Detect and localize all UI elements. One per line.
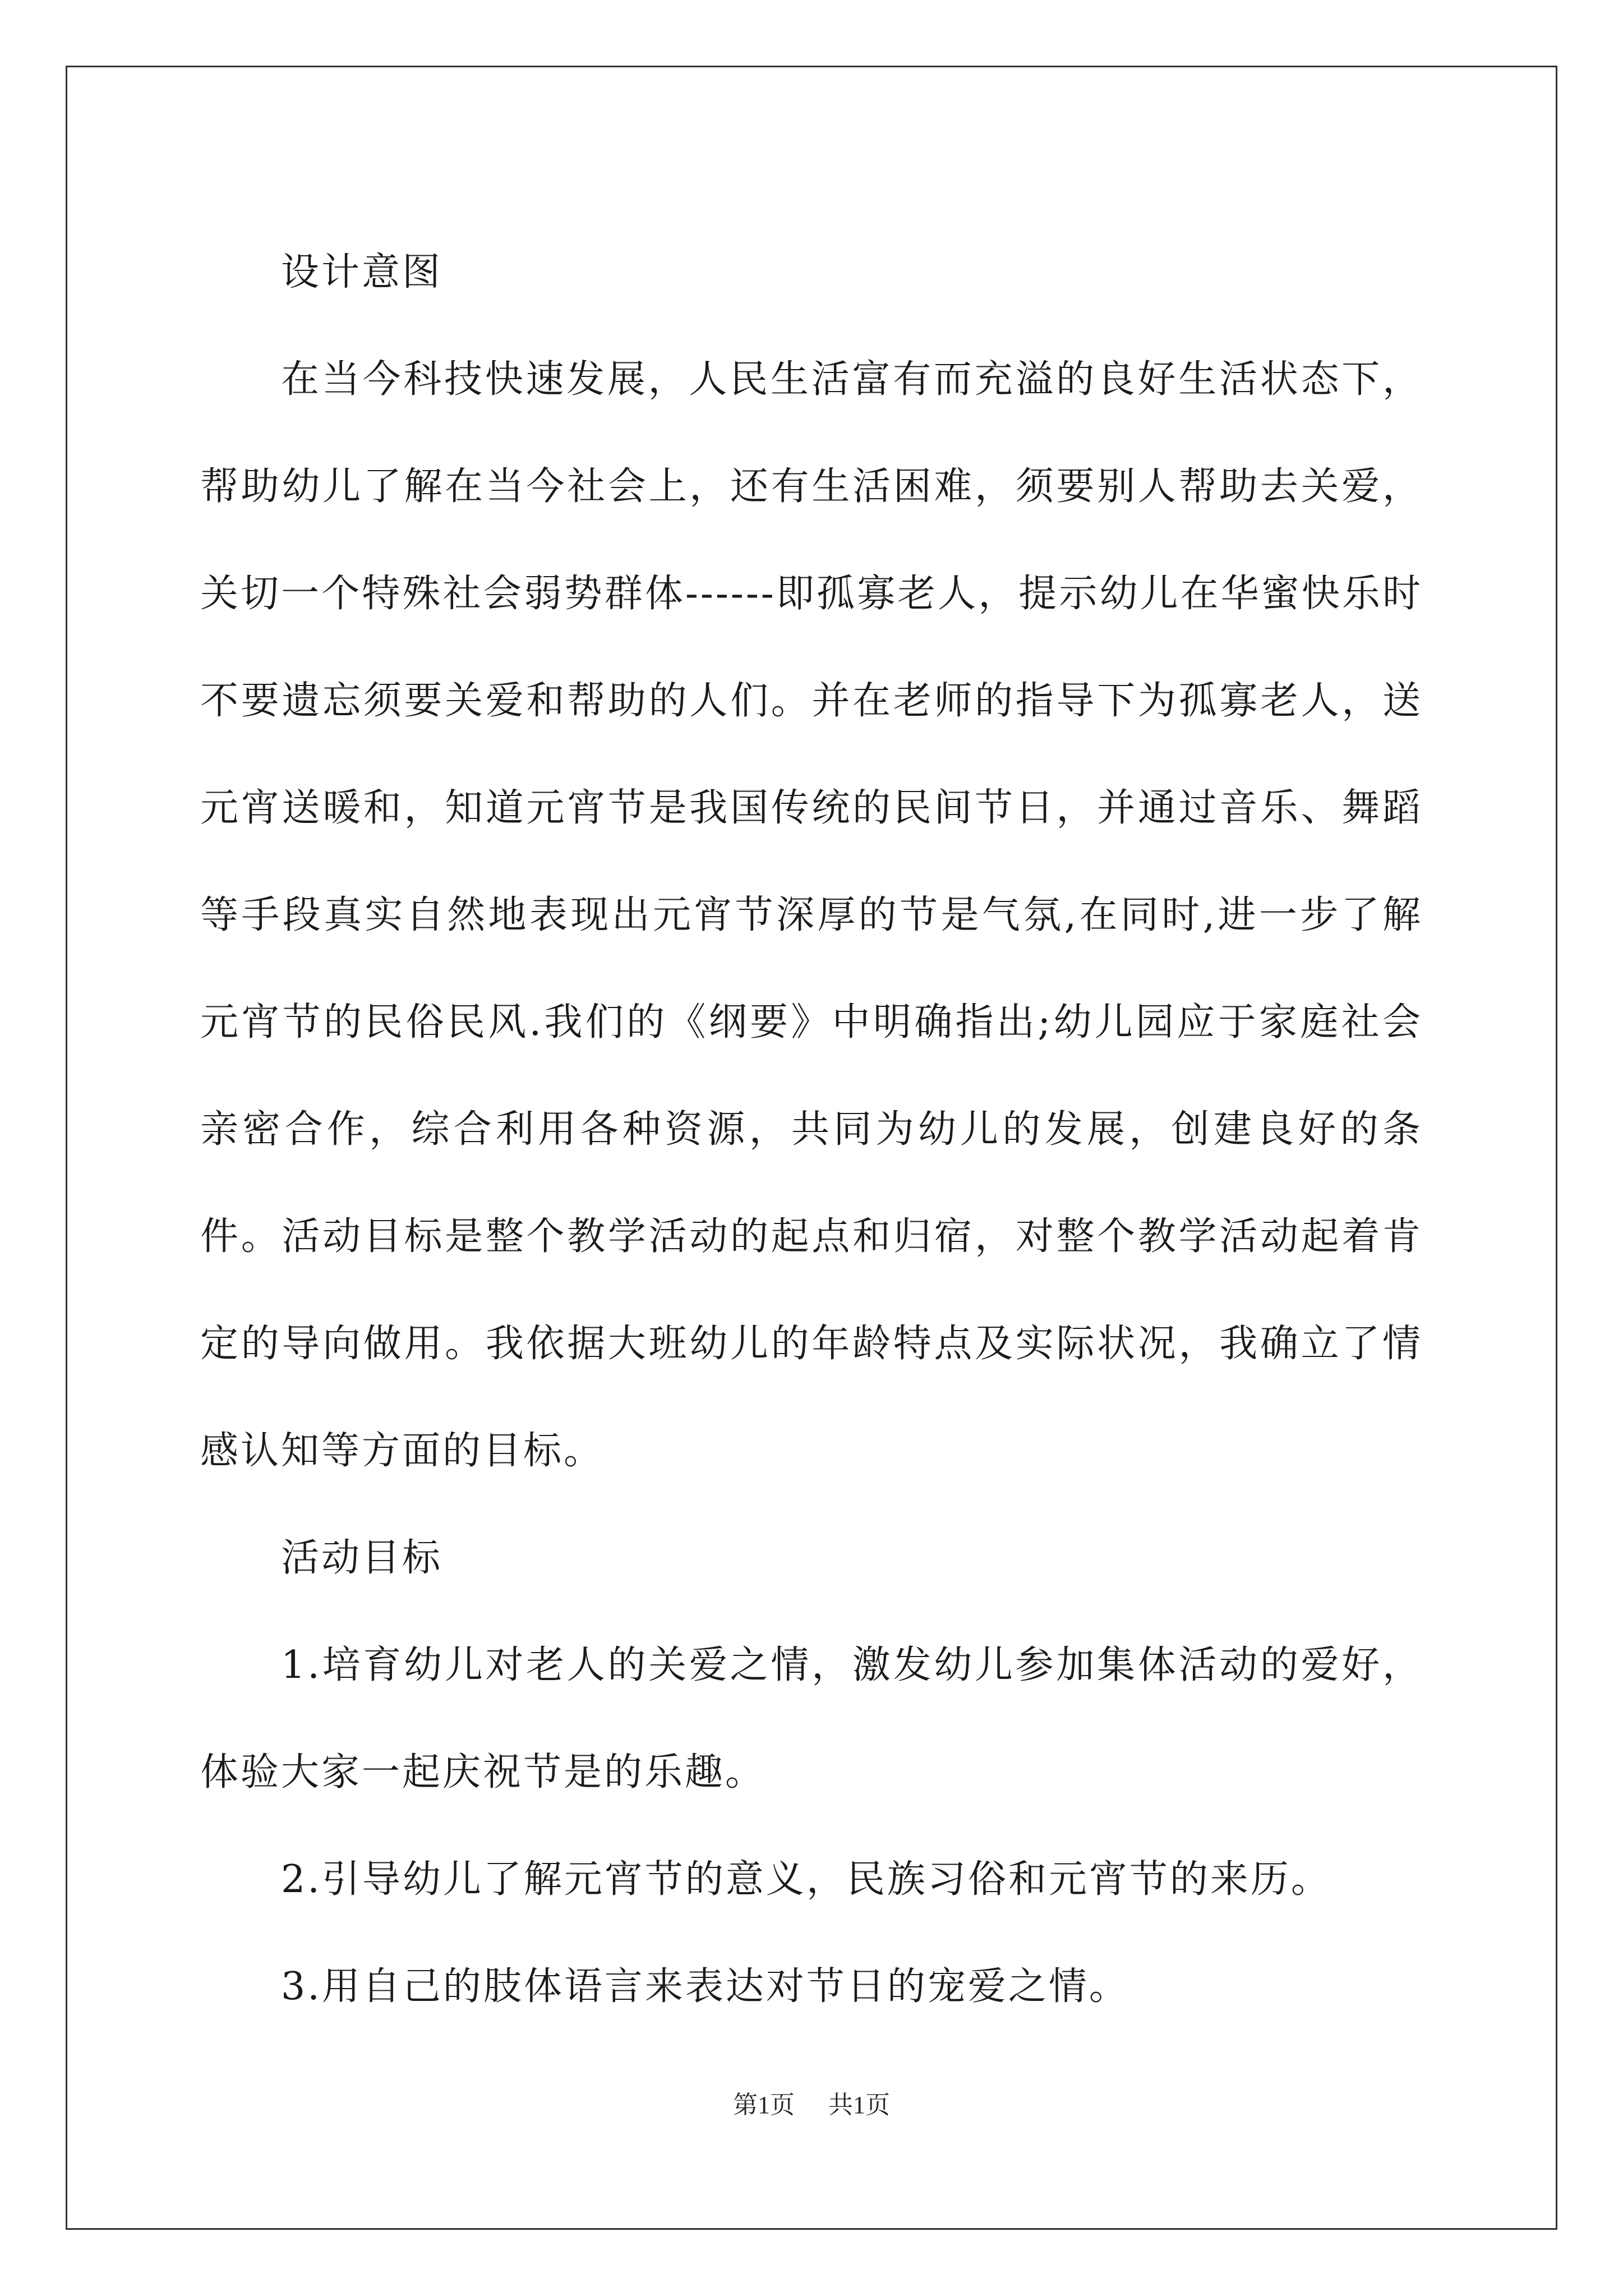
page-number: 第1页 xyxy=(733,2091,795,2119)
section-heading-activity-goals: 活动目标 xyxy=(281,1536,443,1580)
paragraph-design-intent: 在当今科技快速发展，人民生活富有而充溢的良好生活状态下，帮助幼儿了解在当今社会上，还有生活困难，须要别人帮助去关爱，关切一个特殊社会弱势群体------即孤寡老人，提示幼儿在华蜜快乐时不要遗忘须要关爱和帮助的人们。并在老师的指导下为孤寡老人，送元宵送暖和，知道元宵节是我国传统的民间节日，并通过音乐、舞蹈等手段真实自然地表现出元宵节深厚的节是气氛,在同时,进一步了解元宵节的民俗民风.我们的《纲要》中明确指出;幼儿园应于家庭社会亲密合作，综合利用各种资源，共同为幼儿的发展，创建良好的条件。活动目标是整个教学活动的起点和归宿，对整个教学活动起着肯定的导向做用。我依据大班幼儿的年龄特点及实际状况，我确立了情感认知等方面的目标。 xyxy=(200,357,1423,1473)
goal-item-1: 1.培育幼儿对老人的关爱之情，激发幼儿参加集体活动的爱好，体验大家一起庆祝节是的乐趣。 xyxy=(200,1643,1423,1795)
section-heading-design-intent: 设计意图 xyxy=(281,250,443,295)
page-footer xyxy=(0,2085,1623,2120)
goal-item-2: 2.引导幼儿了解元宵节的意义，民族习俗和元宵节的来历。 xyxy=(281,1857,1331,1902)
page-total: 共1页 xyxy=(828,2091,890,2119)
goal-item-3: 3.用自己的肢体语言来表达对节日的宠爱之情。 xyxy=(281,1964,1129,2009)
document-body xyxy=(200,219,1423,2040)
